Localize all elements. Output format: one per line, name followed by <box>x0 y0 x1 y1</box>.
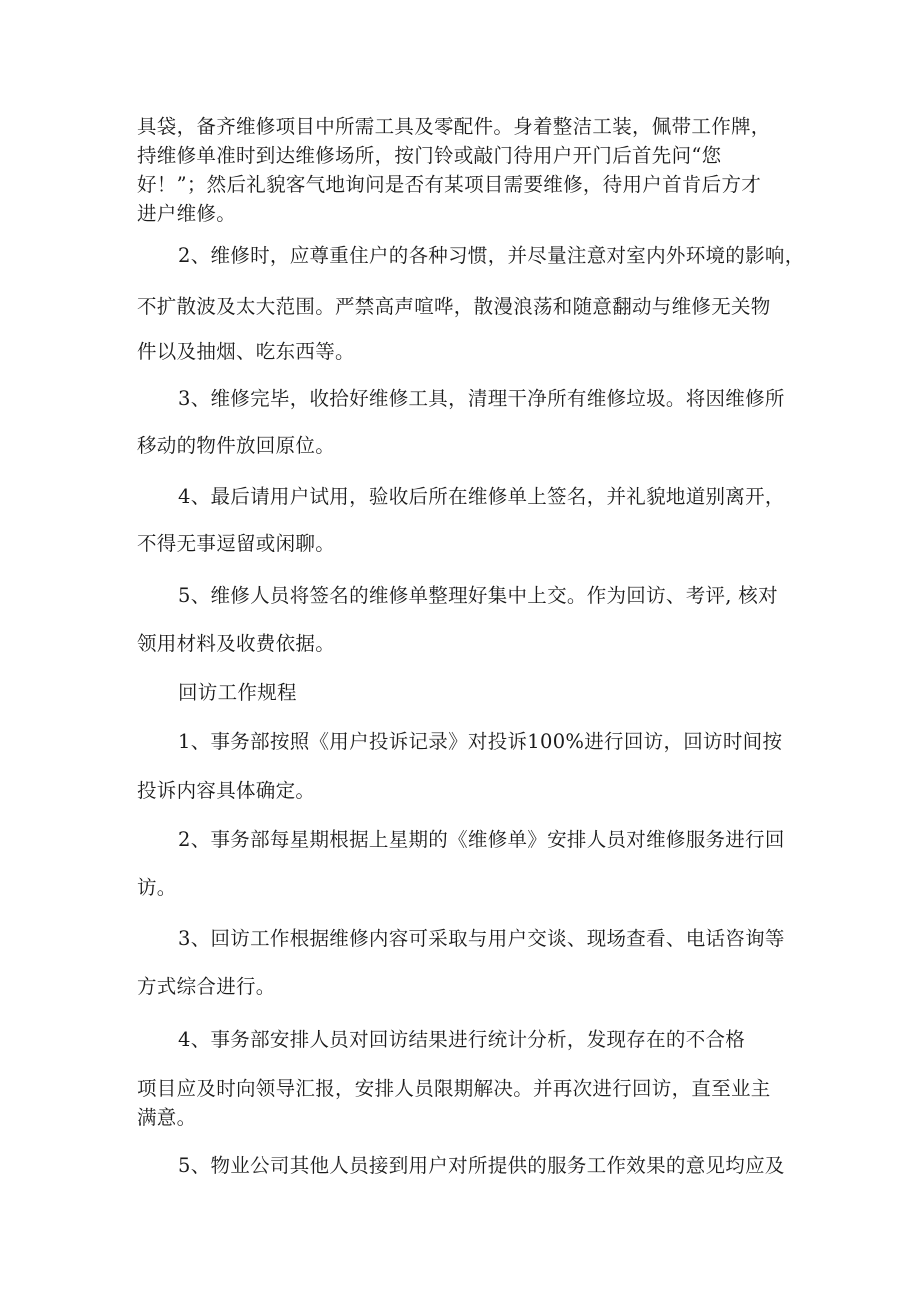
text-line: 不得无事逗留或闲聊。 <box>137 532 336 555</box>
text-line: 3、回访工作根据维修内容可采取与用户交谈、现场查看、电话咨询等 <box>178 927 785 950</box>
section-heading: 回访工作规程 <box>178 681 297 704</box>
text-line: 2、事务部每星期根据上星期的《维修单》安排人员对维修服务进行回 <box>178 828 785 851</box>
text-line: 4、事务部安排人员对回访结果进行统计分析，发现存在的不合格 <box>178 1028 746 1051</box>
text-line: 5、物业公司其他人员接到用户对所提供的服务工作效果的意见均应及 <box>178 1154 785 1177</box>
text-line: 项目应及时向领导汇报，安排人员限期解决。并再次进行回访，直至业主 <box>137 1077 771 1100</box>
text-line: 满意。 <box>137 1106 197 1129</box>
text-line: 进户维修。 <box>137 202 237 225</box>
text-line: 方式综合进行。 <box>137 975 276 998</box>
text-line: 4、最后请用户试用，验收后所在维修单上签名，并礼貌地道别离开， <box>178 485 785 508</box>
text-line: 5、维修人员将签名的维修单整理好集中上交。作为回访、考评, 核对 <box>178 584 778 607</box>
text-line: 具袋，备齐维修项目中所需工具及零配件。身着整洁工装，佩带工作牌， <box>137 115 771 138</box>
text-line: 持维修单准时到达维修场所，按门铃或敲门待用户开门后首先问“您 <box>137 144 722 167</box>
text-line: 不扩散波及太大范围。严禁高声喧哗，散漫浪荡和随意翻动与维修无关物 <box>137 295 771 318</box>
text-line: 件以及抽烟、吃东西等。 <box>137 340 355 363</box>
text-line: 领用材料及收费依据。 <box>137 632 336 655</box>
text-line: 1、事务部按照《用户投诉记录》对投诉100%进行回访，回访时间按 <box>178 730 783 753</box>
text-line: 访。 <box>137 876 177 899</box>
text-line: 好！”；然后礼貌客气地询问是否有某项目需要维修，待用户首肯后方才 <box>137 173 762 196</box>
text-line: 3、维修完毕，收拾好维修工具，清理干净所有维修垃圾。将因维修所 <box>178 387 785 410</box>
text-line: 2、维修时，应尊重住户的各种习惯，并尽量注意对室内外环境的影响， <box>178 244 805 267</box>
text-line: 移动的物件放回原位。 <box>137 434 336 457</box>
text-line: 投诉内容具体确定。 <box>137 779 316 802</box>
